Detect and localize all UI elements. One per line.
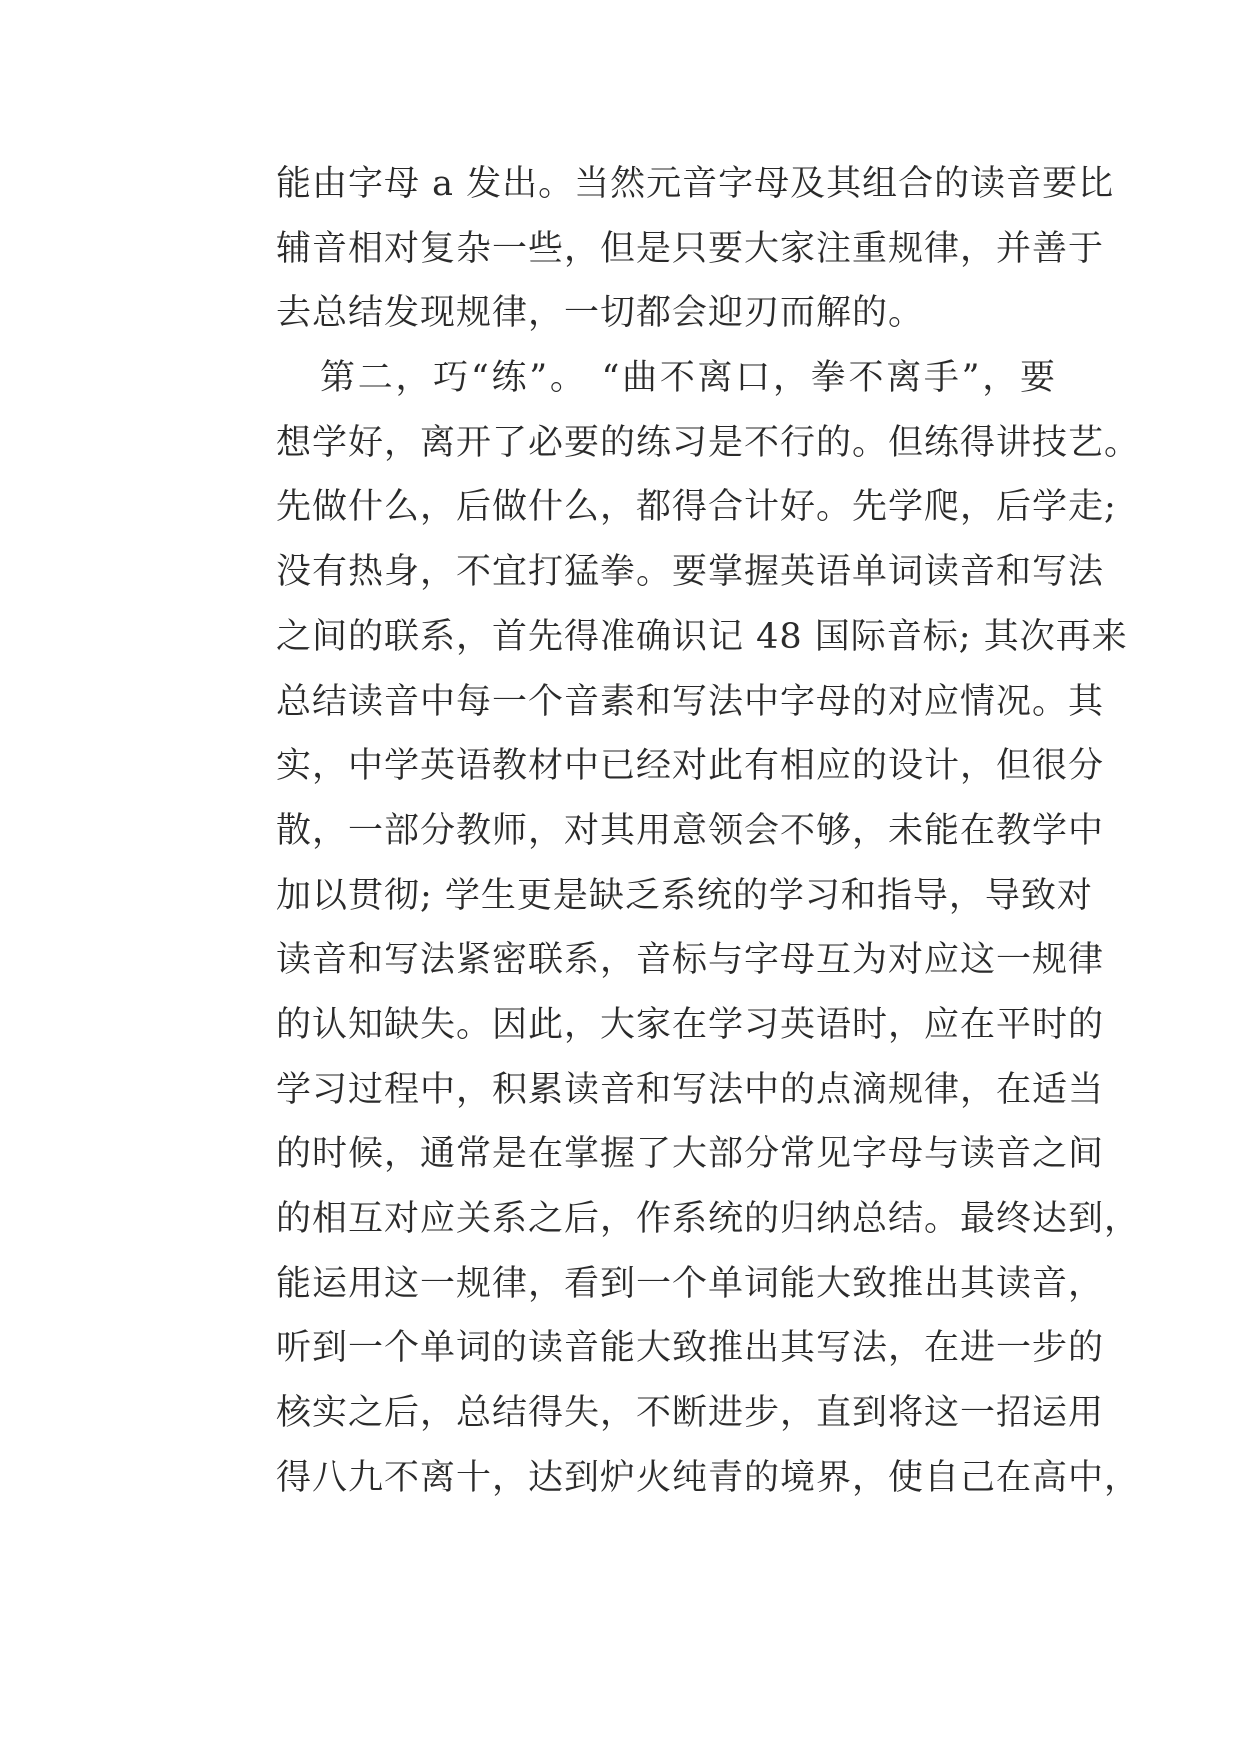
paragraph-start-line: 第二，巧“练”。 “曲不离口，拳不离手”，要 (320, 358, 1056, 399)
text-line: 去总结发现规律，一切都会迎刃而解的。 (276, 293, 925, 334)
text-line: 实，中学英语教材中已经对此有相应的设计，但很分 (276, 746, 1105, 787)
text-line: 能由字母 a 发出。当然元音字母及其组合的读音要比 (276, 164, 1115, 204)
text-line: 听到一个单词的读音能大致推出其写法，在进一步的 (276, 1328, 1105, 1369)
text-line: 想学好，离开了必要的练习是不行的。但练得讲技艺。 (276, 422, 1141, 463)
text-line: 读音和写法紧密联系，音标与字母互为对应这一规律 (276, 940, 1105, 981)
text-line: 学习过程中，积累读音和写法中的点滴规律，在适当 (276, 1069, 1105, 1110)
text-line: 得八九不离十，达到炉火纯青的境界，使自己在高中， (276, 1457, 1141, 1498)
text-line: 的认知缺失。因此，大家在学习英语时，应在平时的 (276, 1004, 1105, 1045)
text-line: 先做什么，后做什么，都得合计好。先学爬，后学走; (276, 487, 1117, 528)
body-text (276, 152, 1141, 1510)
text-line: 没有热身，不宜打猛拳。要掌握英语单词读音和写法 (276, 552, 1105, 593)
text-line: 总结读音中每一个音素和写法中字母的对应情况。其 (276, 681, 1105, 722)
text-line: 核实之后，总结得失，不断进步，直到将这一招运用 (276, 1393, 1105, 1434)
text-line: 散，一部分教师，对其用意领会不够，未能在教学中 (276, 810, 1105, 851)
text-line: 的相互对应关系之后，作系统的归纳总结。最终达到， (276, 1199, 1141, 1239)
text-line: 之间的联系，首先得准确识记 48 国际音标; 其次再来 (276, 616, 1128, 657)
text-line: 辅音相对复杂一些，但是只要大家注重规律，并善于 (276, 228, 1105, 269)
text-line: 的时候，通常是在掌握了大部分常见字母与读音之间 (276, 1134, 1105, 1175)
text-line: 能运用这一规律，看到一个单词能大致推出其读音， (276, 1263, 1105, 1304)
text-line: 加以贯彻; 学生更是缺乏系统的学习和指导，导致对 (276, 875, 1093, 916)
